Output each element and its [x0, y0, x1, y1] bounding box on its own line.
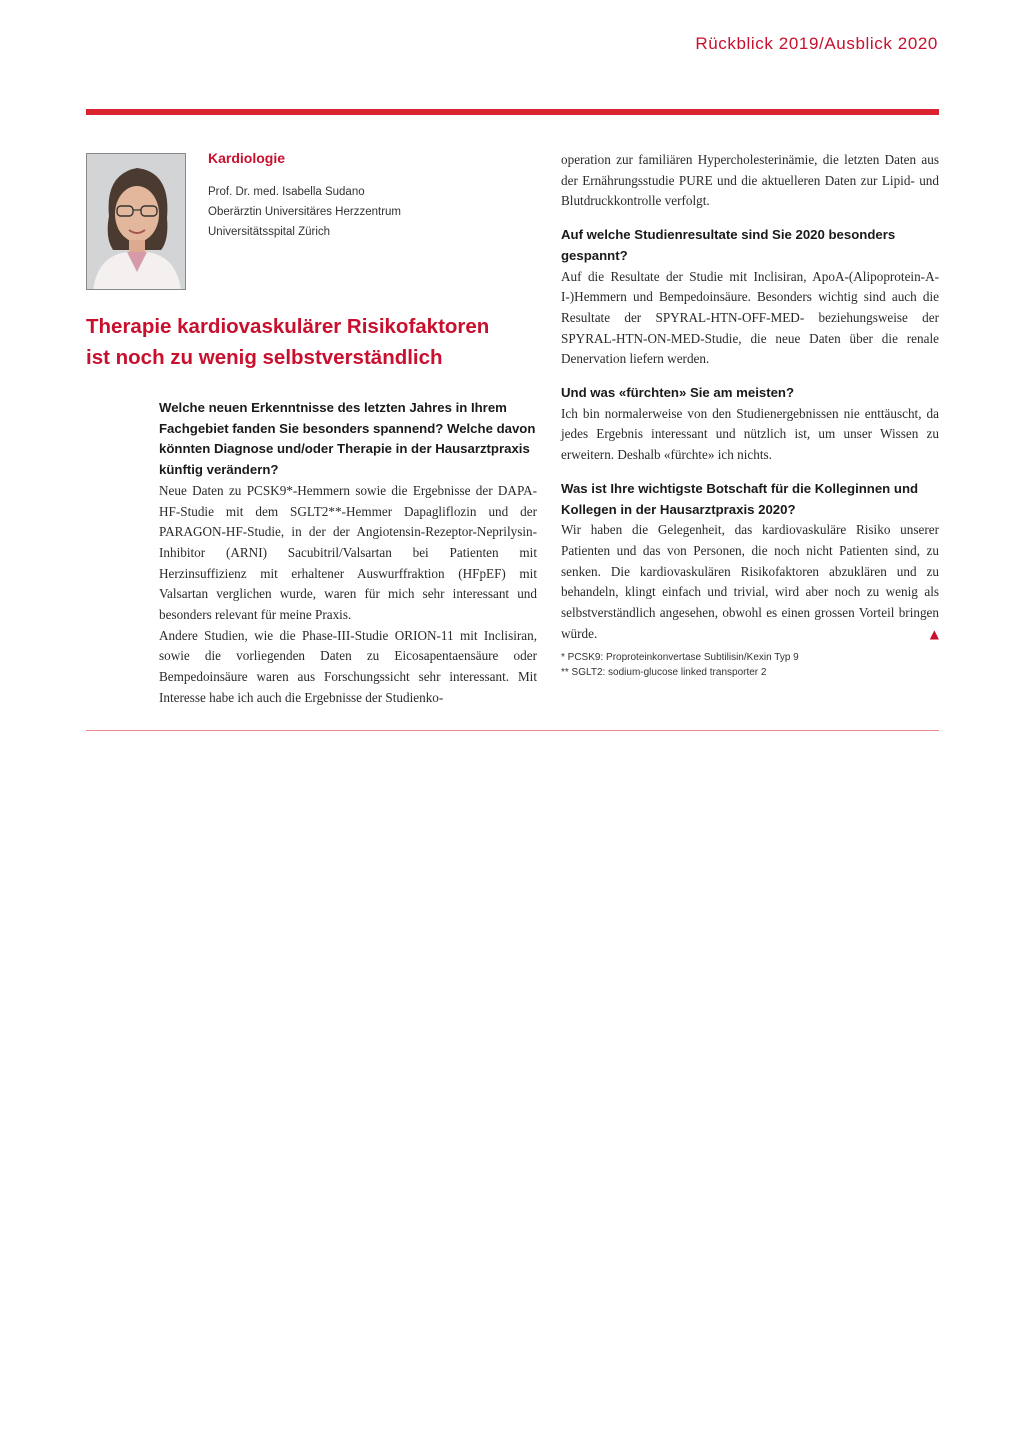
question-2: Auf welche Studienresultate sind Sie 2020 besonders gespannt? — [561, 227, 896, 263]
portrait-photo — [86, 153, 186, 290]
answer-4 — [561, 520, 939, 644]
triangle-up-icon: ▲ — [929, 626, 939, 641]
header-rule — [86, 109, 939, 115]
left-column — [159, 398, 537, 709]
running-header: Rückblick 2019/Ausblick 2020 — [695, 34, 938, 53]
footnote-pcsk9: * PCSK9: Proproteinkonvertase Subtilisin/Kexin Typ 9 — [561, 652, 799, 664]
article-headline — [86, 311, 556, 373]
author-info — [208, 182, 401, 242]
footer-rule — [86, 730, 939, 731]
footnote-sglt2: ** SGLT2: sodium-glucose linked transporter 2 — [561, 667, 767, 679]
headline-line-2: ist noch zu wenig selbstverständlich — [86, 346, 443, 369]
footnotes — [561, 650, 939, 680]
headline-line-1: Therapie kardiovaskulärer Risikofaktoren — [86, 315, 490, 338]
answer-4-text: Wir haben die Gelegenheit, das kardiovaskuläre Risiko unserer Patienten und das von Personen, die noch nicht Patienten sind, zu senken. Die kardiovaskulären Risikofaktoren abzuklären und zu behandeln, klingt einfach und trivial, wird aber noch zu wenig als selbstverständlich angesehen, obwohl es einen grossen Vorteil bringen würde. — [561, 522, 939, 641]
author-name: Prof. Dr. med. Isabella Sudano — [208, 186, 365, 198]
question-1: Welche neuen Erkenntnisse des letzten Jahres in Ihrem Fachgebiet fanden Sie besonders spannend? Welche davon könnten Diagnose und/oder Therapie in der Hausarztpraxis künftig verändern? — [159, 400, 536, 478]
author-institution: Universitätsspital Zürich — [208, 226, 331, 238]
section-label: Kardiologie — [208, 150, 286, 166]
question-4: Was ist Ihre wichtigste Botschaft für die Kolleginnen und Kollegen in der Hausarztpraxis 2020? — [561, 480, 919, 517]
answer-3: Ich bin normalerweise von den Studienergebnissen nie enttäuscht, da jedes Ergebnis interessant und nützlich ist, um unser Wissen zu erweitern. Deshalb «fürchte» ich nichts. — [561, 405, 939, 463]
question-3: Und was «fürchten» Sie am meisten? — [561, 385, 795, 401]
right-column — [561, 150, 939, 680]
answer-1-continuation: operation zur familiären Hypercholesterinämie, die letzten Daten aus der Ernährungsstudie PURE und die aktuelleren Daten zur Lipid- und Blutdruckkontrolle verfolgt. — [561, 152, 939, 209]
answer-1-paragraph-1: Neue Daten zu PCSK9*-Hemmern sowie die Ergebnisse der DAPA-HF-Studie mit dem SGLT2**-Hemmer Dapagliflozin und der PARAGON-HF-Studie, in der der Angiotensin-Rezeptor-Neprilysin-Inhibitor (ARNI) Sacubitril/Valsartan bei Patienten mit Herzinsuffizienz mit erhaltener Auswurffraktion (HFpEF) mit Valsartan verglichen wurde, waren für mich sehr interessant und besonders relevant für meine Praxis. — [159, 482, 537, 623]
answer-2: Auf die Resultate der Studie mit Inclisiran, ApoA-(Alipoprotein-A-I-)Hemmern und Bempedoinsäure. Besonders wichtig sind auch die Resultate der SPYRAL-HTN-OFF-MED- beziehungsweise der SPYRAL-HTN-ON-MED-Studie, die neue Daten über die renale Denervation liefern werden. — [561, 268, 939, 367]
answer-1-paragraph-2: Andere Studien, wie die Phase-III-Studie ORION-11 mit Inclisiran, sowie die vorliegenden Daten zu Eicosapentaensäure oder Bempedoinsäure waren aus Forschungssicht sehr interessant. Mit Interesse habe ich auch die Ergebnisse der Studienko- — [159, 627, 537, 705]
author-role: Oberärztin Universitäres Herzzentrum — [208, 206, 402, 218]
